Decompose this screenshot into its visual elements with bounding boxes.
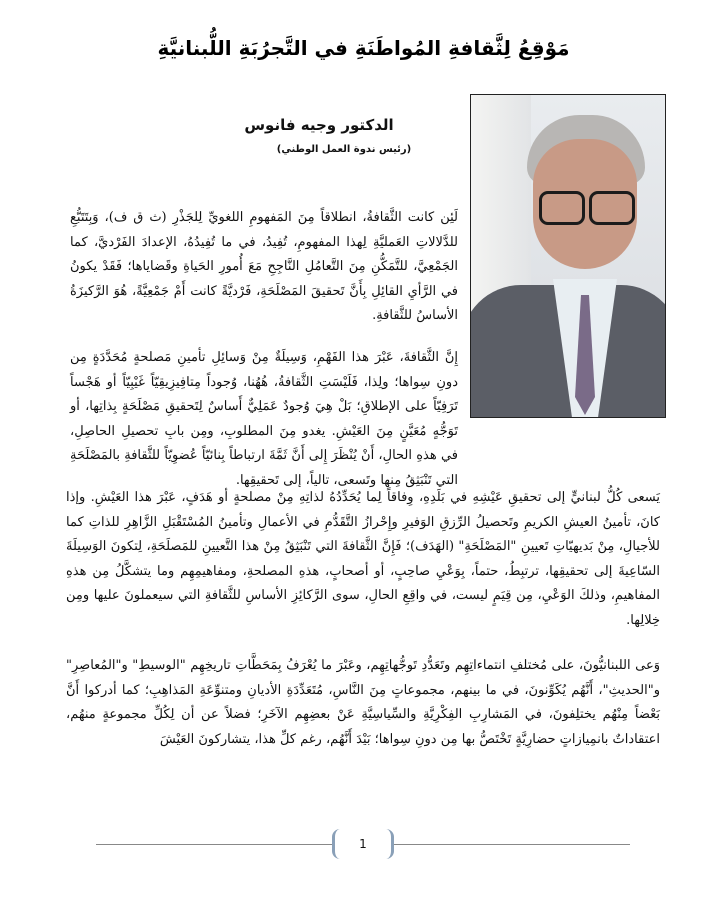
document-title: مَوْقِعُ لِثَّقافةِ المُواطَنَةِ في التَّجرُبَةِ اللُّبنانيَّةِ [157,36,570,60]
footer-rule-right [394,844,630,845]
portrait-glasses-right [589,191,635,225]
paragraph-4: وَعى اللبنانيُّونَ، على مُختلفِ انتماءاتِهِم وتَعَدُّدِ تَوجُّهاتِهِم، وعَبْرَ ما يُعْرَفُ بِمَحَطَّاتِ تاريخِهِم "الوسيطِ" و"المُعاصِرِ" و"الحديثِ"، أَنَّهُم يُكَوِّنونَ، في ما بينهم، مجموعاتٍ مِنَ النَّاسِ، مُتَعَدِّدَةِ الأديانِ ومتنوِّعَةِ المَذاهِبِ؛ كما أدركوا أَنَّ بَعْضاً مِنْهُم يختلِفونَ، في المَشارِبِ الفِكْرِيَّةِ والسِّياسِيَّةِ عَنْ بعضِهِم الآخَرِ؛ فضلاً عن أن لِكُلِّ مجموعةٍ منهُم، اعتقاداتٌ بانمِيازاتٍ حضارِيَّةٍ تَخْتَصُّ بها مِن دونِ سِواها؛ بَيْدَ أَنَّهُم، رغم كلِّ هذا، يتشاركونَ العَيْشَ [66,658,660,747]
author-role: (رئيس ندوة العمل الوطني) [276,144,412,155]
portrait-glasses-left [539,191,585,225]
author-portrait [470,94,666,418]
author-name: الدكتور وجيه فانوس [244,116,394,134]
paragraph-1: لَئِن كانت الثَّقافةُ، انطلاقاً مِنَ المَفهومِ اللغويِّ لِلجَذْرِ (ث ق ف)، وَبِتَتَبُّعِ للدَّلالاتِ العَمليَّةِ لِهذا المفهومِ، تُفِيدُ، في ما تُفِيدُهُ، الإعدادَ الفَرْديَّ، كما الجَمْعِيَّ، للتَّمَكُّنِ مِنَ التَّعامُلِ النَّاجِحِ مَعَ أُمورِ الحَياةِ وقَضاياها؛ فَقَدْ يكونُ في الرَّأيِ القائِلِ بِأَنَّ تَحقيقَ المَصْلَحَةِ، فَرْديَّةً كانت أَمْ جَمْعِيَّةً، هُوَ الرَّكيزَةُ الأساسُ للثَّقافةِ. [70,210,458,323]
footer-rule-left [96,844,332,845]
paragraph-3: يَسعى كُلُّ لبنانيٍّ إلى تحقيقِ عَيْشِهِ في بَلَدِهِ، وِفاقاً لِما يُحَدِّدُهُ لذاتِهِ مِنْ مصلحةٍ أو هَدَفٍ، عَبْرَ هذا العَيْشِ. وإذا كانَ، تأمينُ العيشِ الكريمِ وتَحصيلُ الرِّزقِ الوَفيرِ وإِحْرازُ التَّقَدُّمِ في الأعمالِ وتأمينُ المُسْتَقْبَلِ الزَّاهِرِ للذاتِ كما للأجيالِ، مِنْ بَديهيّاتِ تَعيينِ "المَصْلَحَةِ" (الهَدَف)؛ فَإِنَّ الثَّقافةَ التي تَنْبَثِقُ مِنْ هذا التَّعيينِ للمَصلَحَةِ، لِتكونَ الوَسِيلَةَ السّاعِيةَ إلى تحقيقِها، ترتبِطُ، حتماً، بِوَعْيِ صاحِبٍ، أو أصحابٍ، هذهِ المصلحةِ، ومفاهيمِهِم وما يتشكَّلُ مِن هذهِ المفاهيمِ، وذلكَ الوَعْيِ، مِن قِيَمٍ ليست، في واقِعِ الحالِ، سوى الرَّكائِزِ الأساسِ للثَّقافةِ التي سيعملونَ عليها ومِن خِلالِها. [66,490,660,628]
paragraph-2: إِنَّ الثَّقافةَ، عَبْرَ هذا الفَهْمِ، وَسِيلَةٌ مِنْ وَسائِلِ تأمينِ مَصلحةٍ مُحَدَّدَةٍ مِن دونِ سِواها؛ ولِذا، فَلَيْسَتِ الثَّقافةُ، هُهُنا، وُجوداً مِتافِيزِيقِيّاً غَيْبِيّاً أو هَجْساً تَرَفِيّاً على الإطلاقِ؛ بَلْ هِيَ وُجودٌ عَمَلِيٌّ أَساسٌ لِتَحقيقِ مَصْلَحَةٍ بِذاتِها، أو تَوَجُّهٍ مُعَيَّنٍ مِنَ العَيْشِ. يغدو مِنَ المطلوبِ، ومِن بابِ تحصيلِ الحاصِلِ، في هذهِ الحالِ، أَنْ يُنْظَرَ إِلى أَنَّ ثَمَّةَ ارتباطاً بِنائيّاً عُضوِيّاً للثَّقافةِ بالمَصْلَحَةِ التي تَنْبَثِقُ مِنها وتَسعى، تالياً، إلى تَحقيقِها. [70,350,458,488]
author-block [140,116,458,155]
page-number: 1 [332,829,394,859]
